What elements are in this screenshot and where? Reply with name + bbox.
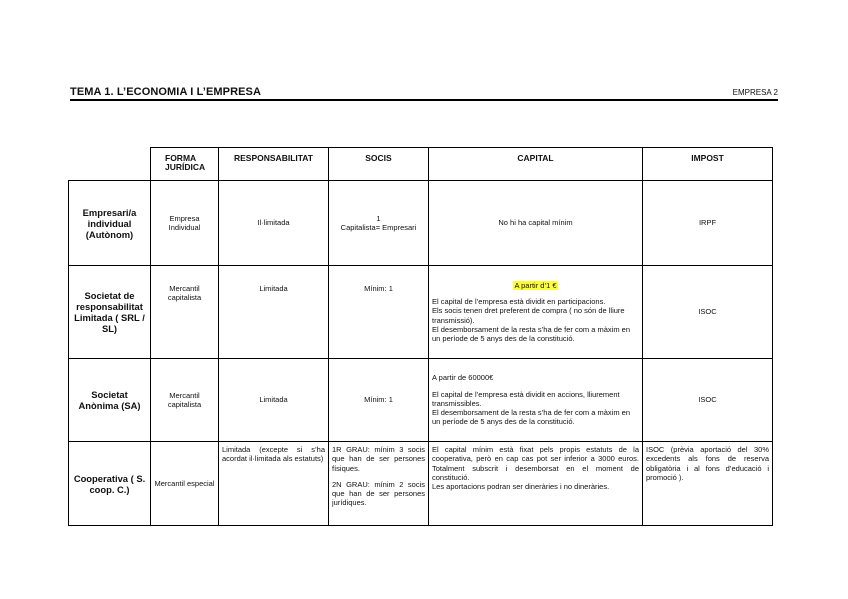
- row-header-cooperativa: Cooperativa ( S. coop. C.): [69, 442, 151, 526]
- cell-impost: ISOC: [643, 359, 773, 442]
- socis-line: Capitalista= Empresari: [340, 223, 417, 232]
- row-header-sa: Societat Anònima (SA): [69, 359, 151, 442]
- cell-forma: Mercantil capitalista: [151, 359, 219, 442]
- column-header-impost: IMPOST: [643, 148, 773, 181]
- cell-socis: [329, 442, 429, 526]
- page-title: TEMA 1. L’ECONOMIA I L’EMPRESA: [70, 86, 262, 98]
- table-row: [69, 181, 773, 266]
- table-header-row: [69, 148, 773, 181]
- table-corner: [69, 148, 151, 181]
- capital-line: El capital de l’empresa està dividit en accions, lliurement transmissibles.: [432, 389, 620, 408]
- column-header-forma: FORMA JURÍDICA: [151, 148, 219, 181]
- cell-responsabilitat: Limitada (excepte si s’ha acordat il·limitada als estatuts): [219, 442, 329, 526]
- capital-line: Els socis tenen dret preferent de compra ( no són de lliure transmissió).: [432, 306, 625, 325]
- capital-line: El capital de l’empresa està dividit en participacions.: [432, 296, 606, 306]
- cell-impost: IRPF: [643, 181, 773, 266]
- cell-socis: Mínim: 1: [329, 359, 429, 442]
- cell-socis: Mínim: 1: [329, 266, 429, 359]
- socis-line: 2N GRAU: mínim 2 socis que han de ser persones jurídiques.: [332, 479, 425, 508]
- cell-responsabilitat: Limitada: [219, 359, 329, 442]
- row-header-srl: Societat de responsabilitat Limitada ( SRL / SL): [69, 266, 151, 359]
- legal-forms-table: [68, 147, 773, 526]
- cell-impost: ISOC (prèvia aportació del 30% excedents als fons de reserva obligatòria i al fons d’educació i promoció ).: [643, 442, 773, 526]
- cell-capital: [429, 442, 643, 526]
- cell-responsabilitat: Limitada: [219, 266, 329, 359]
- column-header-socis: SOCIS: [329, 148, 429, 181]
- header-rule: [70, 99, 778, 101]
- capital-line: El capital mínim està fixat pels propis estatuts de la cooperativa, però en cap cas pot ser inferior a 3000 euros. Totalment subscrit i desemborsat en el moment de constitució.: [432, 445, 639, 482]
- page-subtitle: EMPRESA 2: [732, 88, 778, 97]
- capital-line: Les aportacions podran ser dineràries i no dineràries.: [432, 482, 610, 492]
- capital-highlight: A partir d’1 €: [514, 280, 557, 290]
- capital-line: El desemborsament de la resta s’ha de fer com a màxim en un període de 5 anys des de la constitució.: [432, 408, 631, 427]
- cell-socis: [329, 181, 429, 266]
- table-row: [69, 266, 773, 359]
- column-header-capital: CAPITAL: [429, 148, 643, 181]
- cell-forma: Mercantil especial: [151, 442, 219, 526]
- capital-line: El desemborsament de la resta s’ha de fer com a màxim en un període de 5 anys des de la constitució.: [432, 324, 631, 344]
- cell-capital: [429, 266, 643, 359]
- cell-capital: [429, 359, 643, 442]
- table-row: [69, 359, 773, 442]
- page-header: [70, 86, 778, 100]
- cell-forma: Mercantil capitalista: [151, 266, 219, 359]
- table-row: [69, 442, 773, 526]
- socis-line: 1: [376, 213, 381, 223]
- cell-impost: ISOC: [643, 266, 773, 359]
- cell-capital: No hi ha capital mínim: [429, 181, 643, 266]
- socis-line: 1R GRAU: mínim 3 socis que han de ser persones físiques.: [332, 445, 425, 473]
- column-header-responsabilitat: RESPONSABILITAT: [219, 148, 329, 181]
- capital-first: A partir de 60000€: [432, 373, 494, 383]
- row-header-autonom: Empresari/a individual (Autònom): [69, 181, 151, 266]
- cell-responsabilitat: Il·limitada: [219, 181, 329, 266]
- cell-forma: Empresa Individual: [151, 181, 219, 266]
